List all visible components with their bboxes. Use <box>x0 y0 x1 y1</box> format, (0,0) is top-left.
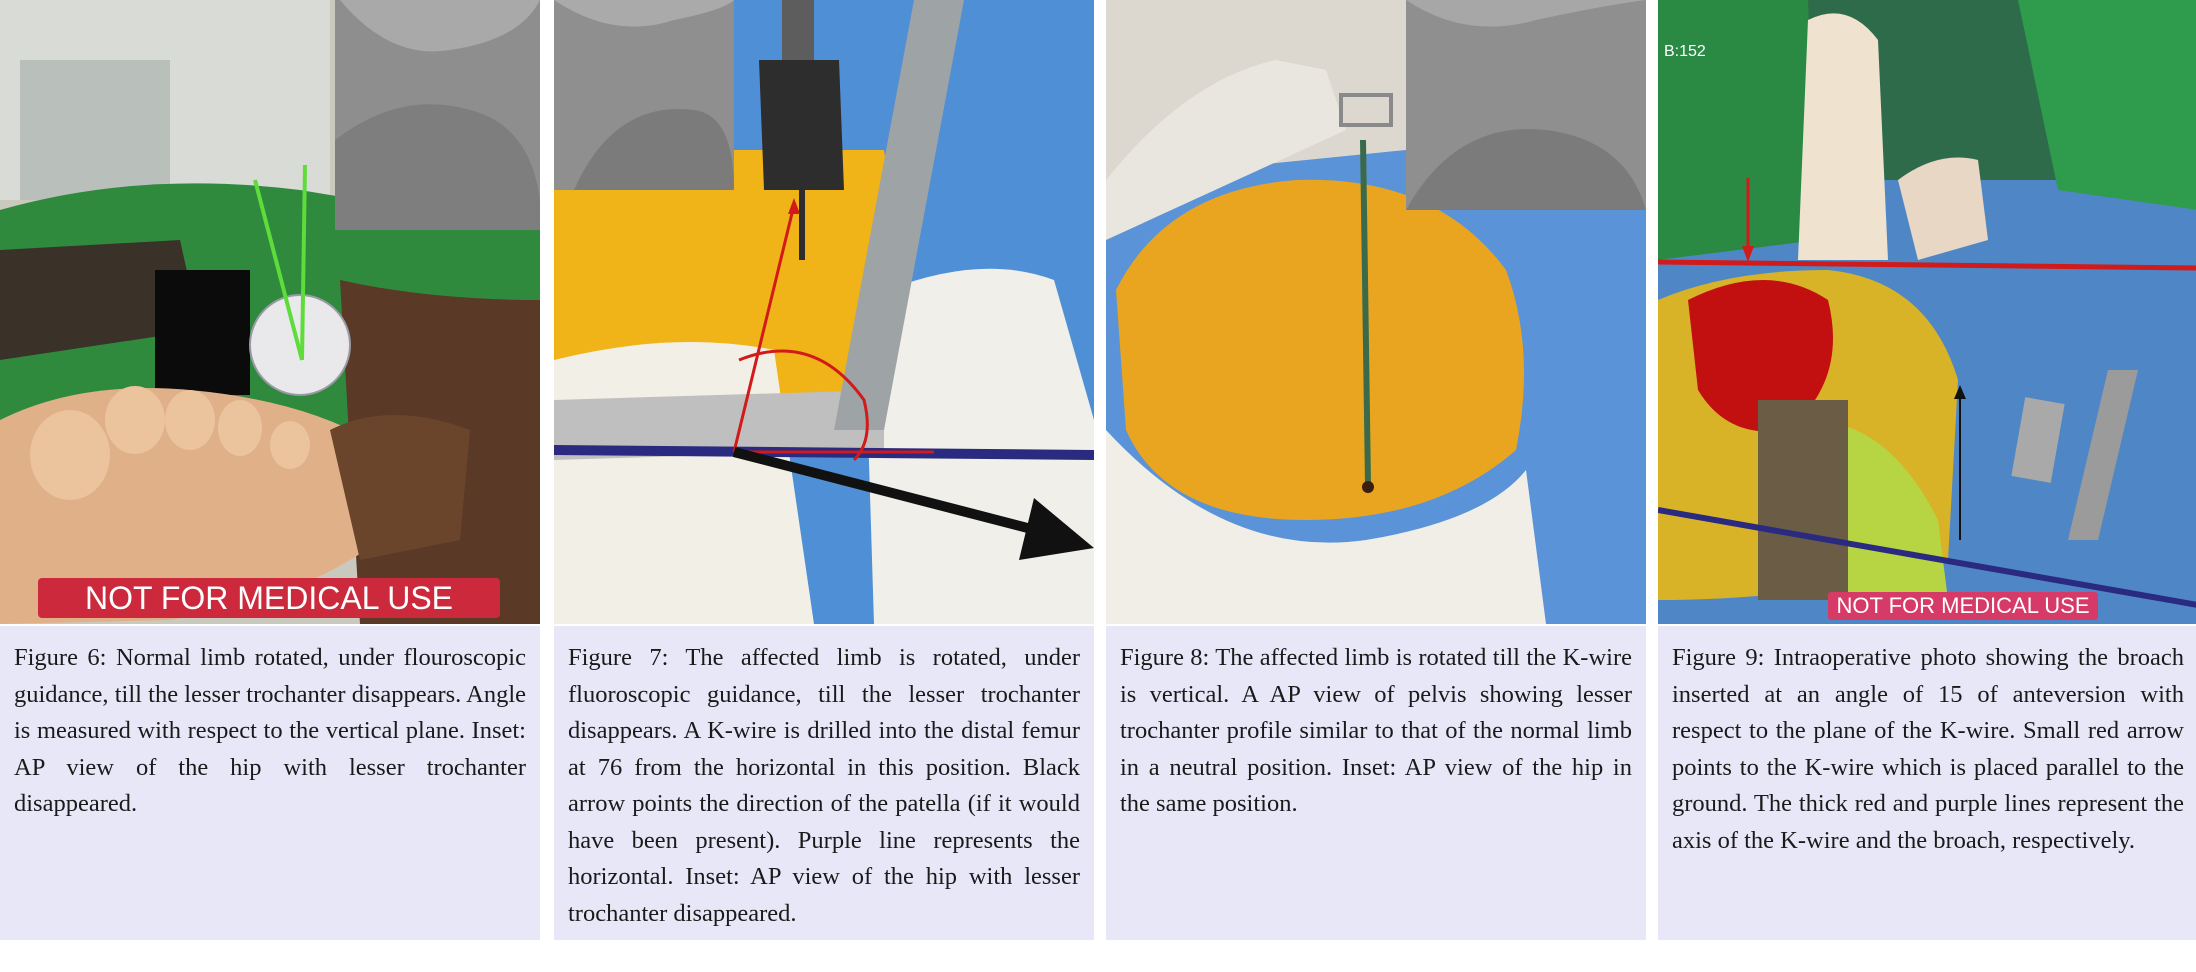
figure-6-caption: Figure 6: Normal limb rotated, under flouroscopic guidance, till the lesser trochanter disappears. Angle is measured with respect to the vertical plane. Inset: AP view of the hip with lesser trochanter disappeared. <box>14 644 526 817</box>
figure-8-caption: Figure 8: The affected limb is rotated till the K-wire is vertical. A AP view of pelvis showing lesser trochanter profile similar to that of the normal limb in a neutral position. Inset: AP view of the hip in the same position. <box>1120 644 1632 817</box>
figure-8-photo-illustration <box>1106 0 1646 624</box>
figure-9-photo-illustration <box>1658 0 2196 624</box>
figure-9-photo <box>1658 0 2196 624</box>
figure-7-photo-illustration <box>554 0 1094 624</box>
figure-6-panel <box>0 0 540 940</box>
figure-6-caption-box <box>0 626 540 940</box>
figure-6-photo <box>0 0 540 624</box>
figure-8-caption-box <box>1106 626 1646 940</box>
figure-7-panel <box>554 0 1094 940</box>
figure-6-photo-illustration <box>0 0 540 624</box>
figure-7-photo <box>554 0 1094 624</box>
figure-7-caption: Figure 7: The affected limb is rotated, under fluoroscopic guidance, till the lesser trochanter disappears. A K-wire is drilled into the distal femur at 76 from the horizontal in this position. Black arrow points the direction of the patella (if it would have been present). Purple line represents the horizontal. Inset: AP view of the hip with lesser trochanter disappeared. <box>568 644 1080 927</box>
figure-8-photo <box>1106 0 1646 624</box>
figure-9-caption-box <box>1658 626 2196 940</box>
watermark-not-for-medical-use: NOT FOR MEDICAL USE <box>1828 592 2098 620</box>
overlay-readout: B:152 <box>1664 43 1706 60</box>
figure-9-caption: Figure 9: Intraoperative photo showing the broach inserted at an angle of 15 of anteversion with respect to the plane of the K-wire. Small red arrow points to the K-wire which is placed parallel to the ground. The thick red and purple lines represent the axis of the K-wire and the broach, respectively. <box>1672 644 2184 854</box>
figure-9-panel <box>1658 0 2196 940</box>
figure-8-panel <box>1106 0 1646 940</box>
figure-7-caption-box <box>554 626 1094 940</box>
watermark-not-for-medical-use: NOT FOR MEDICAL USE <box>38 578 500 618</box>
